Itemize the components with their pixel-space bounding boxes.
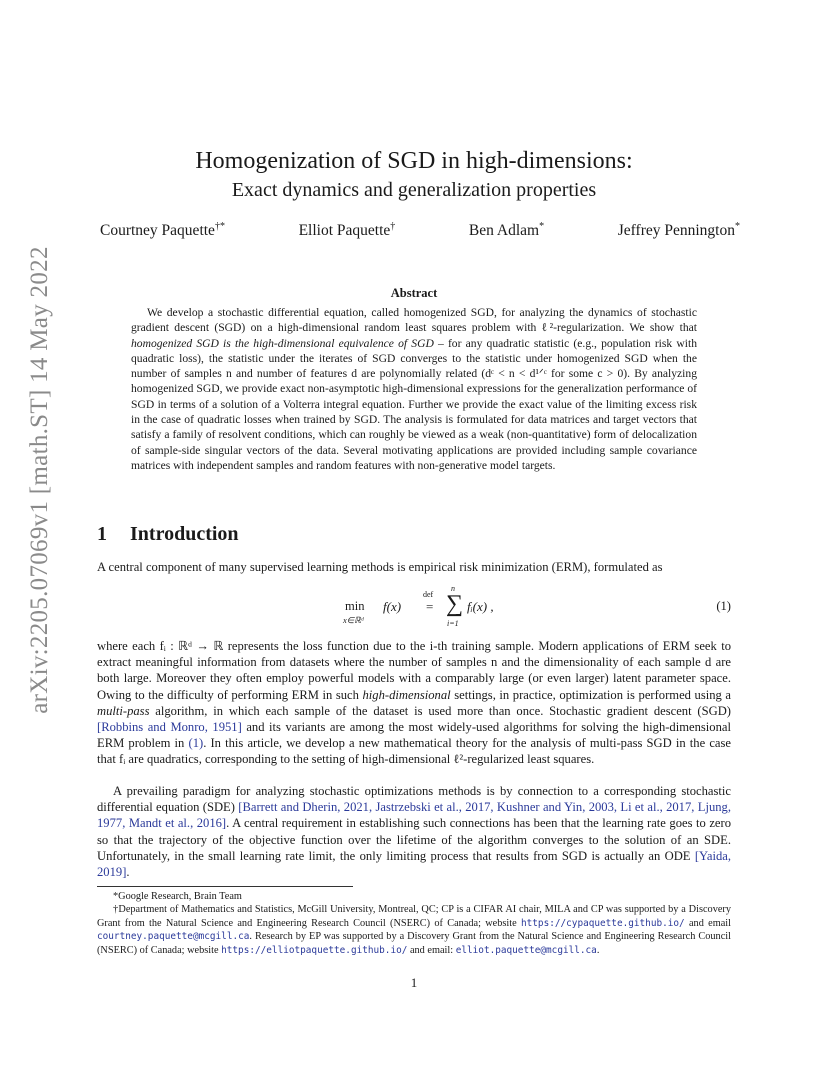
eq-min-subscript: x∈ℝᵈ — [343, 615, 364, 625]
equation-number: (1) — [716, 599, 731, 613]
author: Elliot Paquette† — [298, 221, 396, 240]
paper-title: Homogenization of SGD in high-dimensions: — [195, 148, 633, 174]
intro-paragraph: where each fᵢ : ℝᵈ → ℝ represents the loss function due to the i-th training sample. Modern applications of ERM seek to extract meaningful information from datasets where the number of samples n and the dimensionality of each sample d are both large. Moreover they often employ powerful models with a comparably large (or even larger) latent parameter space. Owing to the difficulty of performing ERM in such high-dimensional settings, in practice, optimization is performed using a multi-pass algorithm, in which each sample of the dataset is used more than once. Stochastic gradient descent (SGD) [Robbins and Monro, 1951] and its variants are among the most widely-used algorithms for solving the high-dimensional ERM problem in (1). In this article, we develop a new mathematical theory for the analysis of multi-pass SGD in the case that fᵢ are quadratics, corresponding to the setting of high-dimensional ℓ²-regularized least squares. — [97, 639, 731, 767]
eq-rhs: fᵢ(x) , — [467, 599, 494, 614]
page-number: 1 — [410, 975, 418, 990]
arxiv-sidebar — [20, 246, 60, 714]
website-link[interactable]: https://cypaquette.github.io/ — [521, 917, 685, 929]
abstract-body: We develop a stochastic differential equation, called homogenized SGD, for analyzing the dynamics of stochastic gradient descent (SGD) on a high-dimensional random least squares problem with ℓ²-regularization. We show that homogenized SGD is the high-dimensional equivalence of SGD – for any quadratic statistic (e.g., population risk with quadratic loss), the statistic under the iterates of SGD converges to the statistic under homogenized SGD when the number of samples n and number of features d are polynomially related (dᶜ < n < d¹ᐟᶜ for some c > 0). By analyzing homogenized SGD, we provide exact non-asymptotic high-dimensional expressions for the generalization performance of SGD in terms of a solution of a Volterra integral equation. Further we provide the exact value of the limiting excess risk in the case of quadratic losses when trained by SGD. The analysis is formulated for data matrices and target vectors that satisfy a family of resolvent conditions, which can roughly be viewed as a weak (non-quantitative) form of delocalization of sample-side singular vectors of the data. Several motivating applications are provided including sample covariance matrices with independent samples and random features with non-generative model targets. — [131, 306, 697, 472]
equation-1 — [97, 584, 731, 630]
author: Jeffrey Pennington* — [617, 221, 740, 240]
eq-sum: ∑ — [446, 591, 464, 617]
footnote: *Google Research, Brain Team — [113, 891, 242, 902]
author: Ben Adlam* — [468, 221, 545, 240]
section-heading — [97, 523, 239, 546]
section-title: Introduction — [130, 523, 239, 545]
website-link[interactable]: https://elliotpaquette.github.io/ — [221, 944, 408, 956]
eq-sum-upper: n — [451, 584, 455, 593]
footnotes — [97, 890, 731, 957]
eq-lhs: f(x) — [383, 599, 402, 614]
eq-min: min — [345, 599, 365, 613]
email-link[interactable]: elliot.paquette@mcgill.ca — [455, 944, 597, 956]
intro-paragraph: A central component of many supervised learning methods is empirical risk minimization (ERM), formulated as — [97, 560, 663, 574]
eq-def: def — [423, 590, 434, 599]
citation-link[interactable]: [Yaida, 2019] — [97, 848, 731, 880]
eq-equals: = — [426, 599, 434, 614]
section-number: 1 — [97, 523, 107, 545]
arxiv-stamp[interactable]: arXiv:2205.07069v1 [math.ST] 14 May 2022 — [26, 246, 53, 714]
equation-ref-link[interactable]: (1) — [188, 736, 204, 751]
citation-link[interactable]: [Robbins and Monro, 1951] — [97, 720, 242, 735]
author: Courtney Paquette†* — [100, 221, 225, 240]
eq-sum-lower: i=1 — [447, 619, 459, 628]
abstract-heading: Abstract — [390, 286, 438, 300]
email-link[interactable]: courtney.paquette@mcgill.ca — [97, 931, 250, 943]
paper-subtitle: Exact dynamics and generalization properties — [231, 179, 597, 201]
footnote: †Department of Mathematics and Statistics, McGill University, Montreal, QC; CP is a CIFAR AI chair, MILA and CP was supported by a Discovery Grant from the Natural Science and Engineering Research Council (NSERC) of Canada; website https://cypaquette.github.io/ and email courtney.paquette@mcgill.ca. Research by EP was supported by a Discovery Grant from the Natural Science and Engineering Research Council (NSERC) of Canada; website https://elliotpaquette.github.io/ and email: elliot.paquette@mcgill.ca. — [97, 904, 731, 956]
footnote-divider — [97, 886, 353, 887]
citation-link[interactable]: [Barrett and Dherin, 2021, Jastrzebski et al., 2017, Kushner and Yin, 2003, Li et al., 2017, Ljung, 1977, Mandt et al., 2016] — [97, 800, 731, 831]
intro-paragraph: A prevailing paradigm for analyzing stochastic optimizations methods is by connection to a corresponding stochastic differential equation (SDE) [Barrett and Dherin, 2021, Jastrzebski et al., 2017, Kushner and Yin, 2003, Li et al., 2017, Ljung, 1977, Mandt et al., 2016]. A central requirement in establishing such connections has been that the learning rate goes to zero so that the trajectory of the objective function over the lifetime of the algorithm converges to the solution of an SDE. Unfortunately, in the small learning rate limit, the only limiting process that results from SGD is actually an ODE [Yaida, 2019]. — [97, 784, 731, 880]
author-list — [100, 221, 740, 240]
